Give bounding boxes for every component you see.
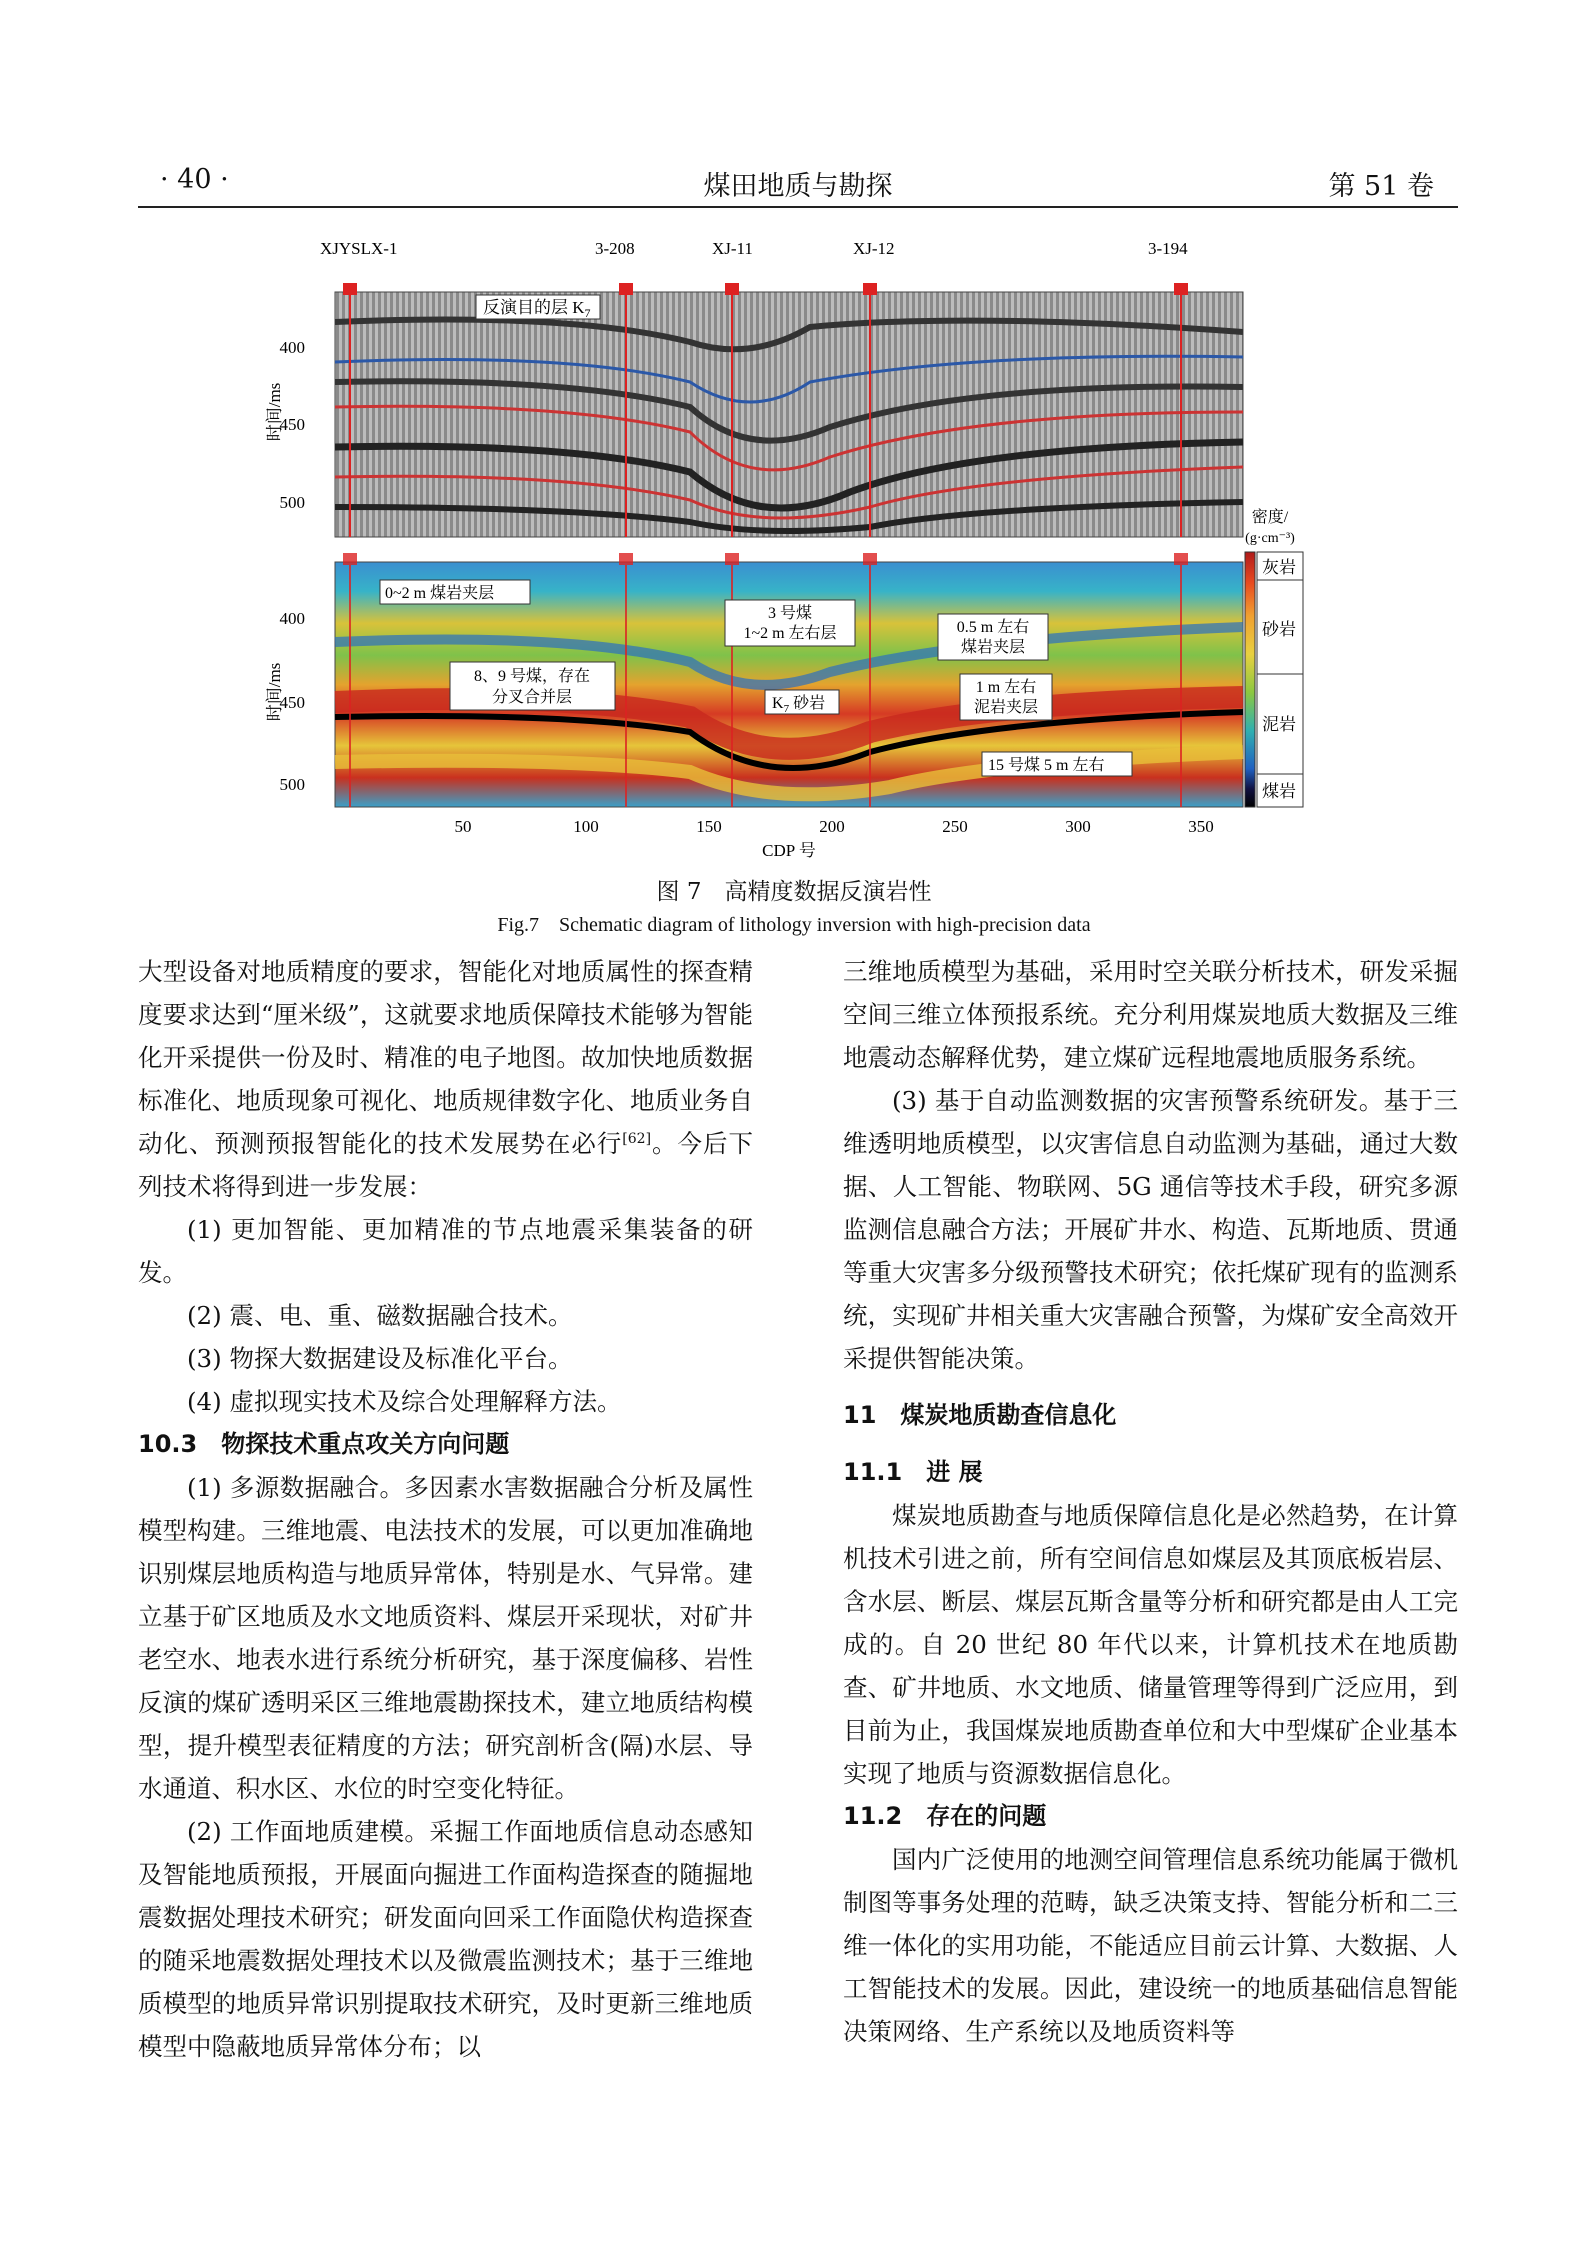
annotation: 15 号煤 5 m 左右 bbox=[988, 757, 1105, 774]
annotation: 煤岩夹层 bbox=[960, 639, 1026, 656]
y-tick: 400 bbox=[279, 338, 305, 357]
left-column bbox=[138, 950, 753, 2068]
figure-7-graphic bbox=[265, 232, 1360, 867]
annotation: 0.5 m 左右 bbox=[956, 619, 1030, 636]
x-axis-label: CDP 号 bbox=[762, 841, 816, 860]
section-heading: 11 煤炭地质勘查信息化 bbox=[843, 1401, 1117, 1429]
paragraph: 大型设备对地质精度的要求，智能化对地质属性的探查精度要求达到“厘米级”，这就要求地质保障技术能够为智能化开采提供一份及时、精准的电子地图。故加快地质数据标准化、地质现象可视化、地质规律数字化、地质业务自动化、预测预报智能化的技术发展势在必行[62]。今后下列技术将得到进一步发展： bbox=[138, 957, 754, 1201]
y-tick: 450 bbox=[279, 693, 305, 712]
annotation: 泥岩夹层 bbox=[973, 699, 1039, 716]
legend-items bbox=[1257, 552, 1303, 807]
x-tick: 100 bbox=[573, 817, 599, 836]
section-heading: 11.2 存在的问题 bbox=[843, 1802, 1047, 1830]
list-item: (2) 震、电、重、磁数据融合技术。 bbox=[187, 1301, 573, 1330]
x-tick: 250 bbox=[942, 817, 968, 836]
well-label: XJ-11 bbox=[712, 239, 753, 258]
annotation: 8、9 号煤，存在 bbox=[473, 668, 591, 685]
list-item: (3) 物探大数据建设及标准化平台。 bbox=[187, 1344, 573, 1373]
running-header bbox=[138, 160, 1458, 208]
legend-unit: (g·cm⁻³) bbox=[1245, 531, 1295, 546]
list-item: (1) 更加智能、更加精准的节点地震采集装备的研发。 bbox=[138, 1215, 753, 1287]
seismic-section bbox=[335, 292, 1243, 537]
paragraph: 国内广泛使用的地测空间管理信息系统功能属于微机制图等事务处理的范畴，缺乏决策支持、智能分析和二三维一体化的实用功能，不能适应目前云计算、大数据、人工智能技术的发展。因此，建设统一的地质基础信息智能决策网络、生产系统以及地质资料等 bbox=[843, 1845, 1458, 2046]
legend-item: 灰岩 bbox=[1262, 558, 1296, 577]
well-label: 3-194 bbox=[1148, 239, 1188, 258]
y-tick: 450 bbox=[279, 415, 305, 434]
x-axis bbox=[455, 817, 1214, 860]
figure-7 bbox=[265, 232, 1360, 867]
paragraph: (2) 工作面地质建模。采掘工作面地质信息动态感知及智能地质预报，开展面向掘进工作面构造探查的随掘地震数据处理技术研究；研发面向回采工作面隐伏构造探查的随采地震数据处理技术以及微震监测技术；基于三维地质模型的地质异常识别提取技术研究，及时更新三维地质模型中隐蔽地质异常体分布；以 bbox=[138, 1817, 753, 2061]
y-tick: 500 bbox=[279, 775, 305, 794]
annotation: 0~2 m 煤岩夹层 bbox=[385, 585, 495, 602]
section-heading: 11.1 进 展 bbox=[843, 1458, 983, 1486]
legend-item: 煤岩 bbox=[1262, 782, 1296, 801]
section-heading: 10.3 物探技术重点攻关方向问题 bbox=[138, 1430, 510, 1458]
y-tick: 400 bbox=[279, 609, 305, 628]
figure-caption-en: Fig.7 Schematic diagram of lithology inversion with high-precision data bbox=[497, 914, 1091, 936]
citation: [62] bbox=[622, 1130, 652, 1147]
legend-item: 砂岩 bbox=[1262, 620, 1296, 639]
x-tick: 50 bbox=[454, 817, 472, 836]
well-label: XJ-12 bbox=[853, 239, 895, 258]
list-item: (4) 虚拟现实技术及综合处理解释方法。 bbox=[187, 1387, 622, 1416]
paragraph: 煤炭地质勘查与地质保障信息化是必然趋势，在计算机技术引进之前，所有空间信息如煤层及其顶底板岩层、含水层、断层、煤层瓦斯含量等分析和研究都是由人工完成的。自 20 世纪 80 年代以来，计算机技术在地质勘查、矿井地质、水文地质、储量管理等得到广泛应用，到目前为止，我国煤炭地质勘查单位和大中型煤矿企业基本实现了地质与资源数据信息化。 bbox=[843, 1501, 1458, 1788]
x-tick: 200 bbox=[819, 817, 845, 836]
y-axis-label: 时间/ms bbox=[265, 662, 284, 722]
paragraph: 三维地质模型为基础，采用时空关联分析技术，研发采掘空间三维立体预报系统。充分利用煤炭地质大数据及三维地震动态解释优势，建立煤矿远程地震地质服务系统。 bbox=[843, 957, 1458, 1072]
right-column bbox=[843, 950, 1458, 2053]
legend-colorbar bbox=[1245, 552, 1255, 807]
target-layer-label: 反演目的层 $K_7$ bbox=[483, 298, 591, 320]
annotation: $K_7$ 砂岩 bbox=[772, 695, 826, 715]
annotation: 1~2 m 左右层 bbox=[743, 625, 837, 642]
legend-title: 密度/ bbox=[1251, 509, 1289, 526]
paragraph: (3) 基于自动监测数据的灾害预警系统研发。基于三维透明地质模型，以灾害信息自动监测为基础，通过大数据、人工智能、物联网、5G 通信等技术手段，研究多源监测信息融合方法；开展矿井水、构造、瓦斯地质、贯通等重大灾害多分级预警技术研究；依托煤矿现有的监测系统，实现矿井相关重大灾害融合预警，为煤矿安全高效开采提供智能决策。 bbox=[843, 1086, 1458, 1373]
x-tick: 350 bbox=[1188, 817, 1214, 836]
volume-label: 第 51 卷 bbox=[1328, 171, 1434, 202]
legend-item: 泥岩 bbox=[1262, 715, 1296, 734]
annotation: 3 号煤 bbox=[767, 605, 813, 622]
well-label: 3-208 bbox=[595, 239, 635, 258]
annotation: 分叉合并层 bbox=[491, 689, 573, 706]
x-tick: 300 bbox=[1065, 817, 1091, 836]
annotation: 1 m 左右 bbox=[975, 679, 1037, 696]
y-axis-label: 时间/ms bbox=[265, 382, 284, 442]
journal-title: 煤田地质与勘探 bbox=[703, 171, 893, 202]
x-tick: 150 bbox=[696, 817, 722, 836]
paragraph: (1) 多源数据融合。多因素水害数据融合分析及属性模型构建。三维地震、电法技术的发展，可以更加准确地识别煤层地质构造与地质异常体，特别是水、气异常。建立基于矿区地质及水文地质资料、煤层开采现状，对矿井老空水、地表水进行系统分析研究，基于深度偏移、岩性反演的煤矿透明采区三维地震勘探技术，建立地质结构模型，提升模型表征精度的方法；研究剖析含(隔)水层、导水通道、积水区、水位的时空变化特征。 bbox=[138, 1473, 753, 1803]
page-number: · 40 · bbox=[160, 164, 229, 195]
y-tick: 500 bbox=[279, 493, 305, 512]
figure-caption-cn: 图 7 高精度数据反演岩性 bbox=[656, 879, 932, 905]
well-label: XJYSLX-1 bbox=[320, 239, 398, 258]
